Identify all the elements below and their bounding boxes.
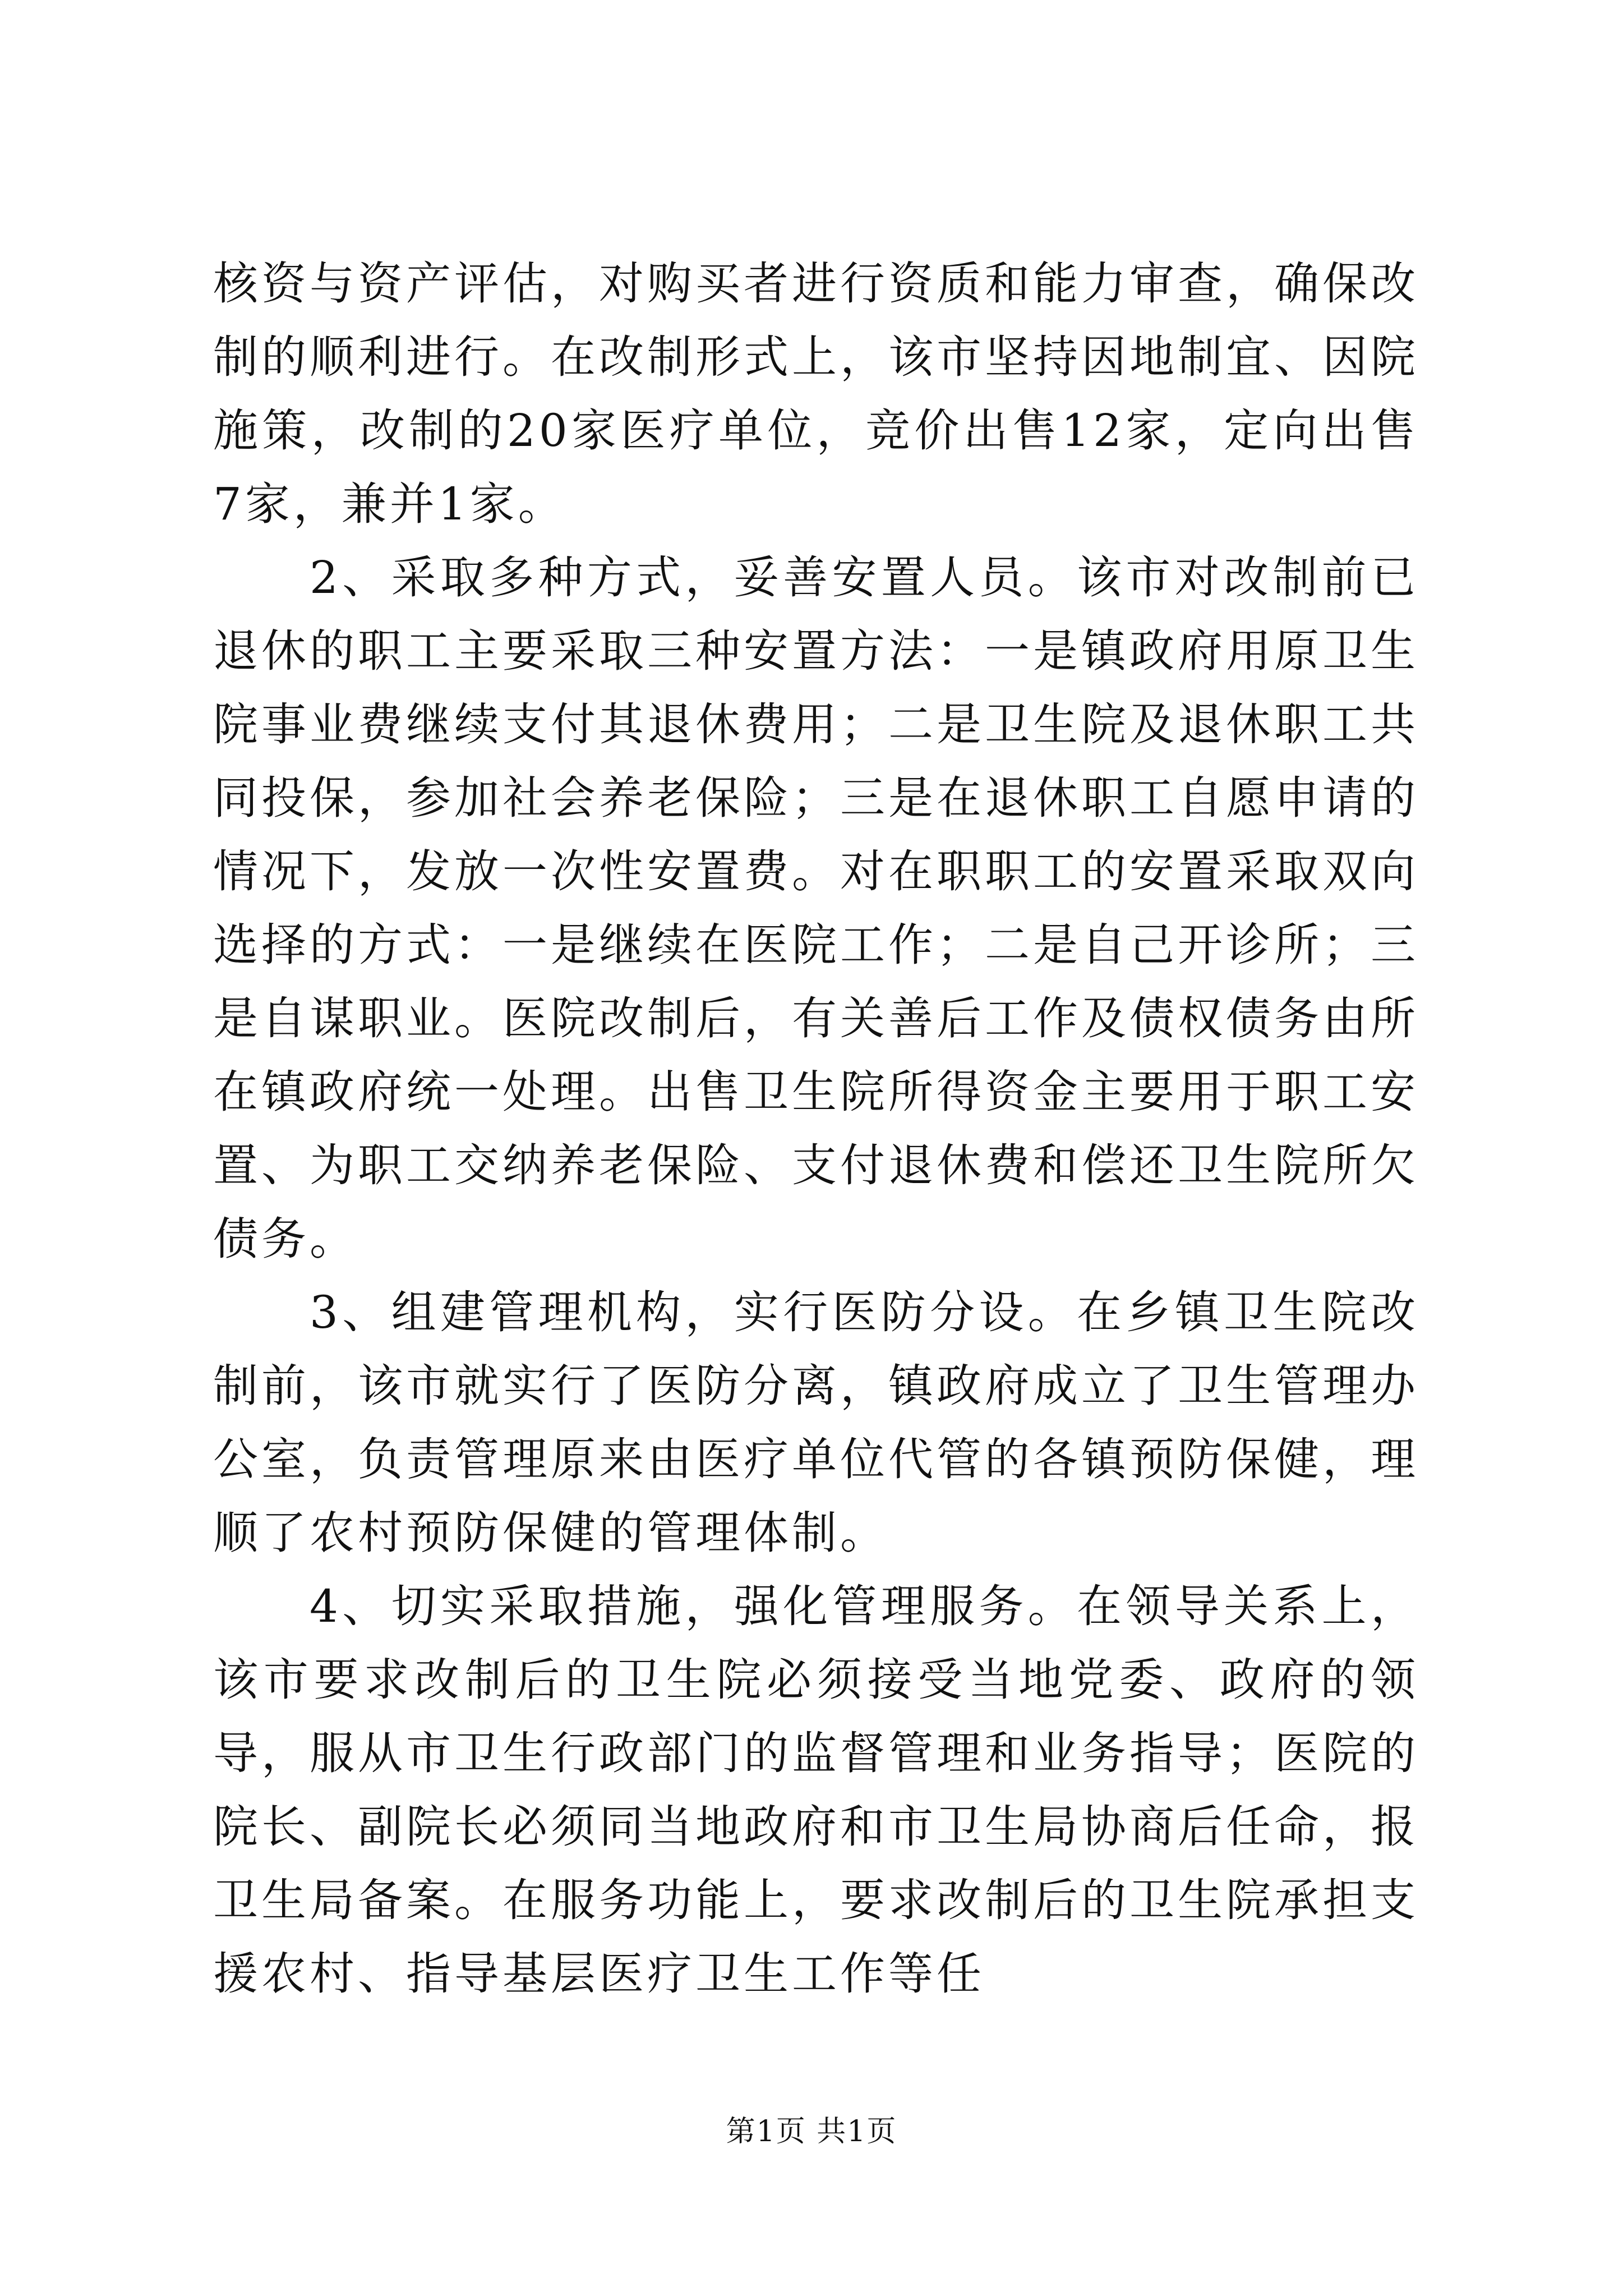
paragraph-3: 3、组建管理机构，实行医防分设。在乡镇卫生院改制前，该市就实行了医防分离，镇政府成立了卫生管理办公室，负责管理原来由医疗单位代管的各镇预防保健，理顺了农村预防保健的管理体制。 (213, 1286, 1419, 1559)
paragraph-4: 4、切实采取措施，强化管理服务。在领导关系上，该市要求改制后的卫生院必须接受当地党委、政府的领导，服从市卫生行政部门的监督管理和业务指导；医院的院长、副院长必须同当地政府和市卫生局协商后任命，报卫生局备案。在服务功能上，要求改制后的卫生院承担支援农村、指导基层医疗卫生工作等任 (213, 1580, 1419, 2000)
page-footer: 第1页 共1页 (726, 2115, 897, 2148)
paragraph-2: 2、采取多种方式，妥善安置人员。该市对改制前已退休的职工主要采取三种安置方法：一是镇政府用原卫生院事业费继续支付其退休费用；二是卫生院及退休职工共同投保，参加社会养老保险；三是在退休职工自愿申请的情况下，发放一次性安置费。对在职职工的安置采取双向选择的方式：一是继续在医院工作；二是自己开诊所；三是自谋职业。医院改制后，有关善后工作及债权债务由所在镇政府统一处理。出售卫生院所得资金主要用于职工安置、为职工交纳养老保险、支付退休费和偿还卫生院所欠债务。 (213, 551, 1419, 1265)
paragraph-1: 核资与资产评估，对购买者进行资质和能力审查，确保改制的顺利进行。在改制形式上，该市坚持因地制宜、因院施策，改制的20家医疗单位，竞价出售12家，定向出售7家，兼并1家。 (213, 257, 1419, 530)
document-body (213, 247, 1419, 2010)
